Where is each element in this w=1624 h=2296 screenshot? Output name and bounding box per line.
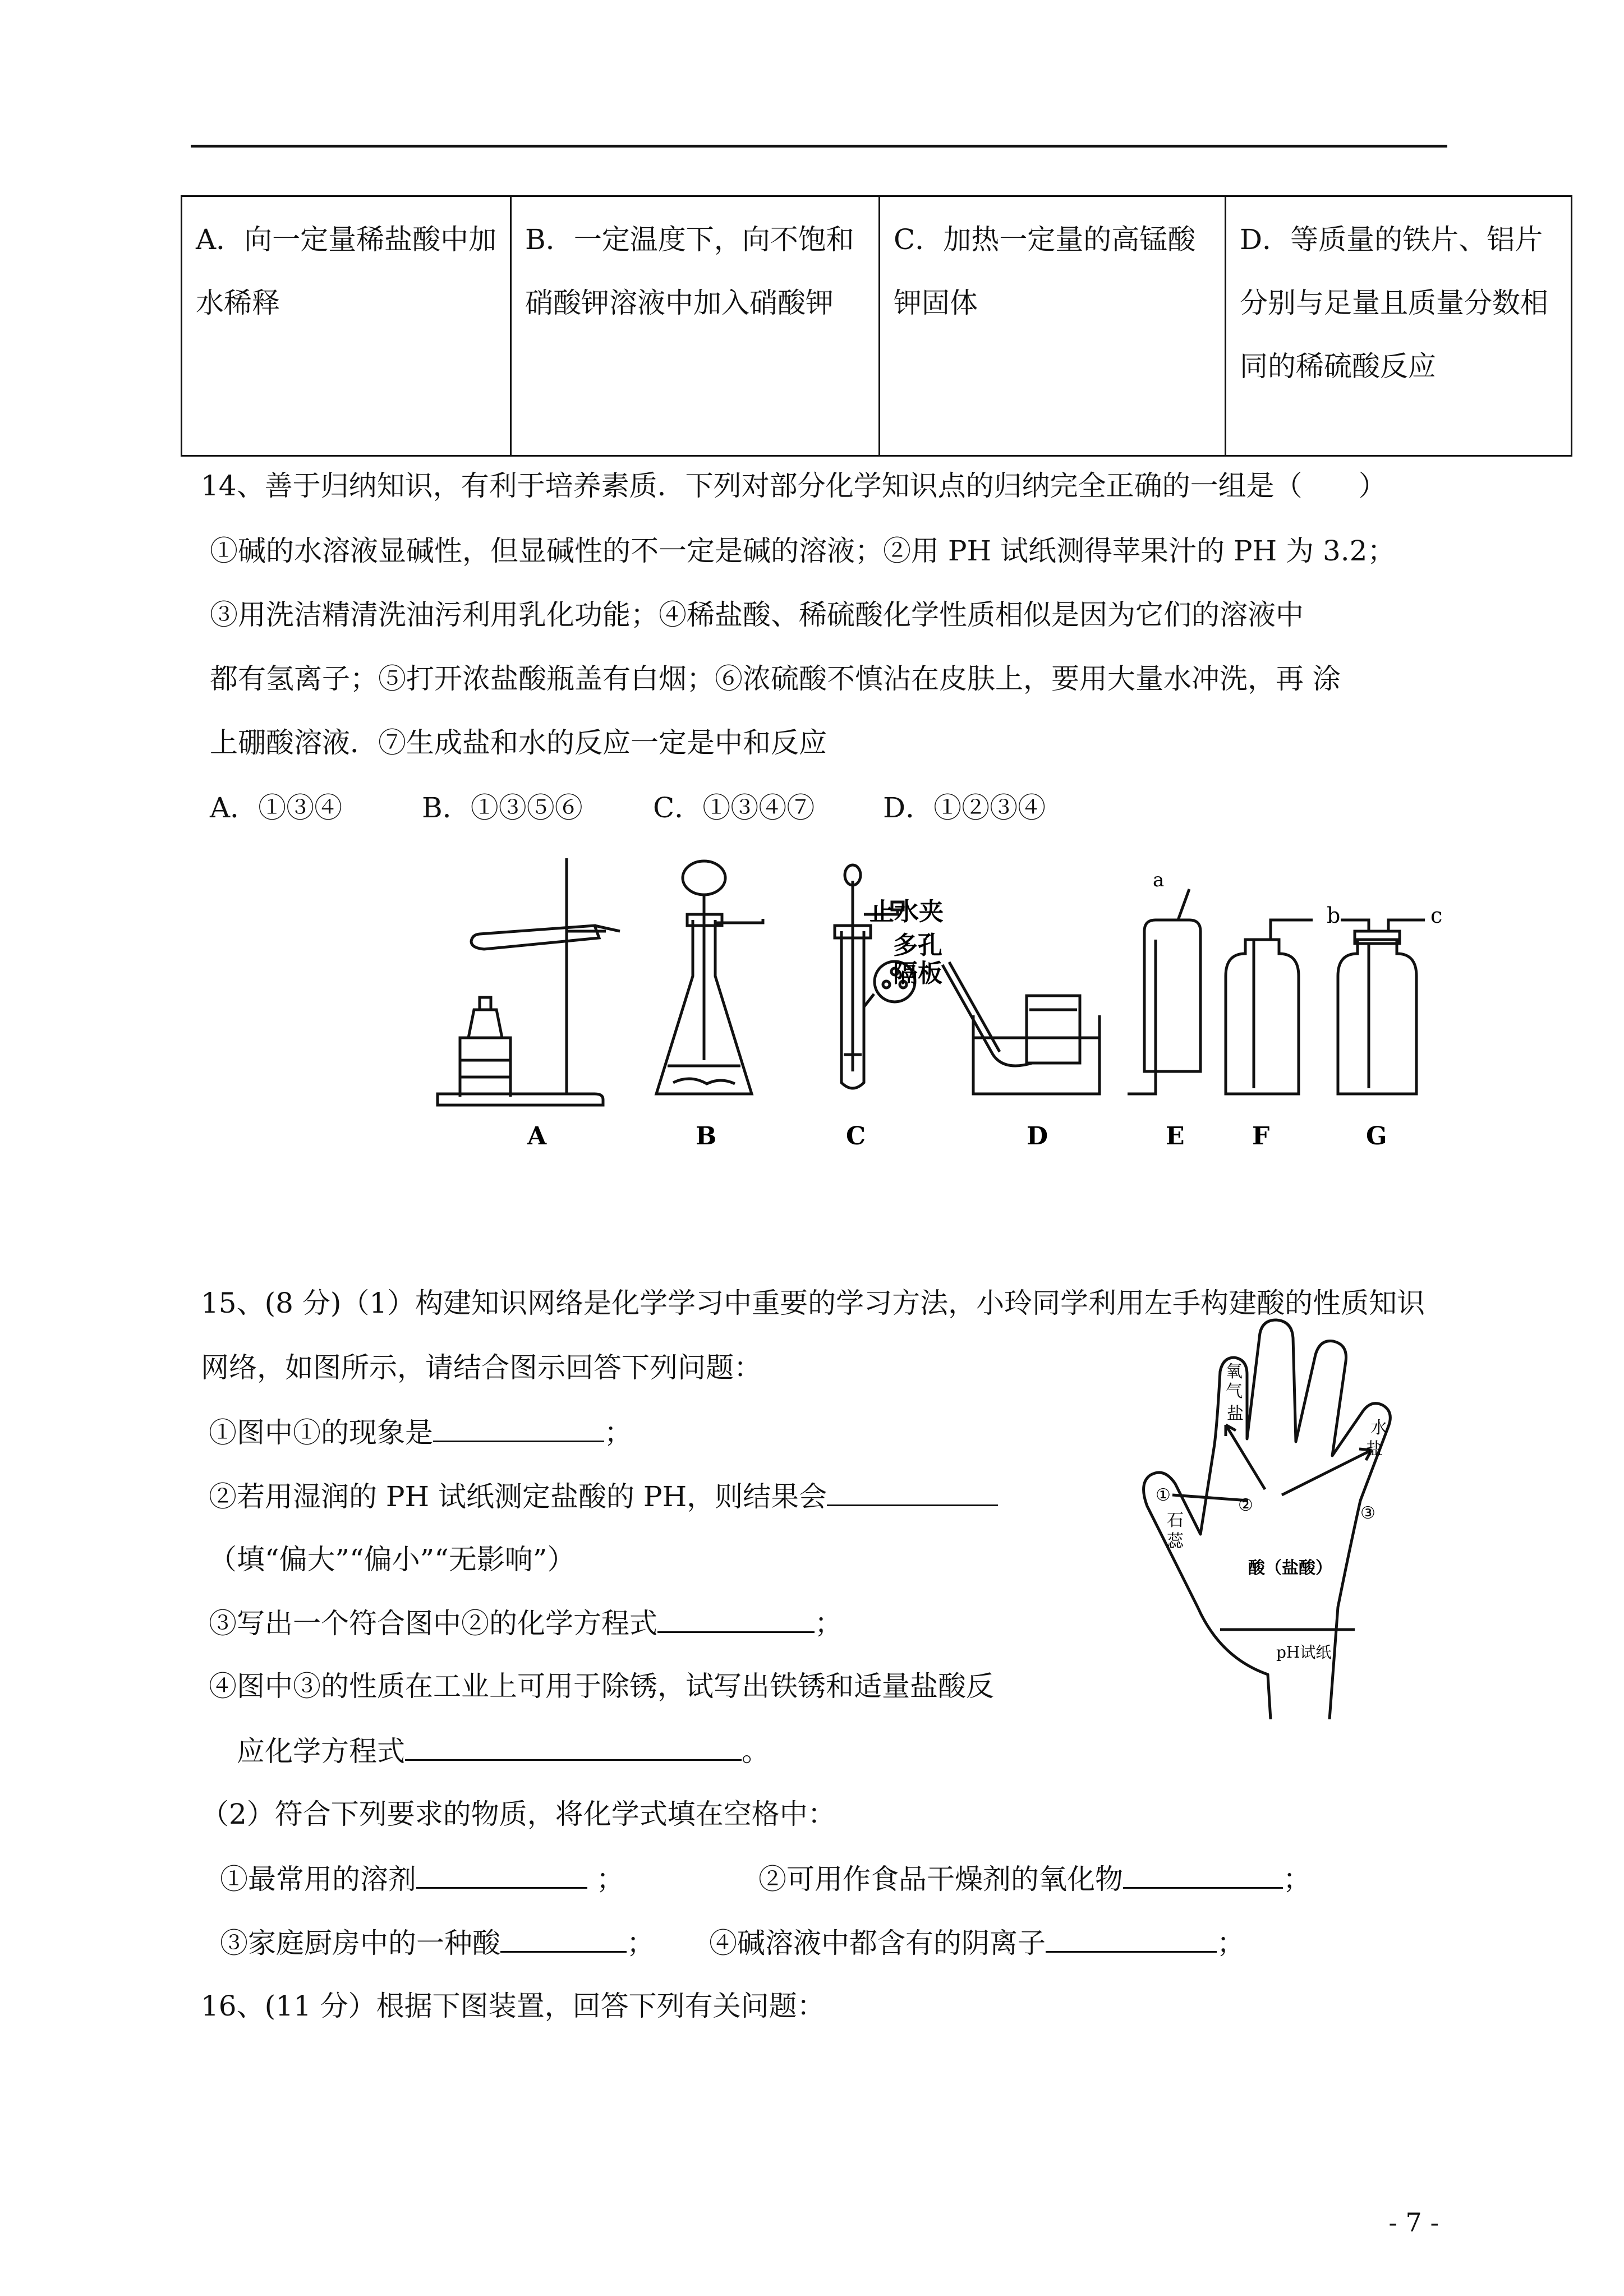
q15-p1-blank[interactable] — [416, 1861, 587, 1889]
port-c-label: c — [1430, 903, 1443, 928]
q15-s1-blank[interactable] — [433, 1415, 604, 1442]
q15-s3 — [209, 1605, 843, 1640]
q14-line4: 上硼酸溶液．⑦生成盐和水的反应一定是中和反应 — [210, 726, 827, 759]
q15-p2 — [758, 1861, 1311, 1896]
q15-s3-text: ③写出一个符合图中②的化学方程式 — [209, 1607, 657, 1640]
q15-stem: 15、(8 分)（1）构建知识网络是化学学习中重要的学习方法，小玲同学利用左手构建酸的性质知识 — [201, 1287, 1425, 1319]
label-g: G — [1366, 1122, 1387, 1151]
apparatus-b — [656, 861, 763, 1094]
port-b-label: b — [1327, 903, 1341, 928]
q15-s1-end: ； — [604, 1416, 632, 1449]
q15-p3-end: ； — [627, 1927, 655, 1959]
q15-p2-end: ； — [1283, 1863, 1311, 1895]
q15-p2-blank[interactable] — [1123, 1861, 1283, 1889]
q15-s3-blank[interactable] — [657, 1605, 815, 1633]
hand-pinky-salt: 盐 — [1366, 1439, 1383, 1459]
q15-stem2: 网络，如图所示，请结合图示回答下列问题： — [201, 1351, 762, 1384]
q14-line3: 都有氢离子；⑤打开浓盐酸瓶盖有白烟；⑥浓硫酸不慎沾在皮肤上，要用大量水冲洗，再 涂 — [210, 662, 1341, 695]
q15-s2-note: （填“偏大”“偏小”“无影响”） — [209, 1543, 576, 1576]
hand-finger-text-1: 氧 — [1226, 1362, 1243, 1382]
label-c: C — [846, 1122, 866, 1151]
apparatus-d — [942, 962, 1099, 1094]
q15-p3-blank[interactable] — [500, 1925, 627, 1953]
q14-choice-b: B．①③⑤⑥ — [422, 792, 583, 824]
apparatus-g — [1338, 920, 1425, 1094]
hand-ph-label: pH试纸 — [1276, 1643, 1332, 1662]
label-e: E — [1166, 1122, 1185, 1151]
q15-s3-end: ； — [815, 1607, 843, 1640]
hand-finger-text-2: 气 — [1226, 1382, 1243, 1401]
q15-p4-text: ④碱溶液中都含有的阴离子 — [709, 1927, 1046, 1959]
q14-line1: ①碱的水溶液显碱性，但显碱性的不一定是碱的溶液；②用 PH 试纸测得苹果汁的 PH 为 3.2； — [210, 535, 1396, 567]
q14-stem: 14、善于归纳知识，有利于培养素质．下列对部分化学知识点的归纳完全正确的一组是（ ） — [201, 470, 1387, 502]
hand-thumb-text-2: 蕊 — [1167, 1531, 1184, 1551]
q15-s4b-text: 应化学方程式 — [237, 1735, 405, 1768]
hand-pinky-text: 水 — [1370, 1418, 1387, 1438]
port-a-label: a — [1153, 869, 1165, 891]
q15-p3 — [220, 1925, 655, 1960]
hand-num3: ③ — [1360, 1503, 1375, 1523]
q15-s1-text: ①图中①的现象是 — [209, 1416, 433, 1449]
option-b: B．一定温度下，向不饱和硝酸钾溶液中加入硝酸钾 — [511, 196, 880, 456]
q15-s4b — [237, 1733, 770, 1768]
q15-part2: （2）符合下列要求的物质，将化学式填在空格中： — [201, 1798, 836, 1830]
label-b: B — [696, 1122, 717, 1151]
q15-s2-blank[interactable] — [827, 1479, 998, 1506]
plate-label-2: 隔板 — [893, 959, 942, 988]
apparatus-e — [1128, 889, 1200, 1094]
q14-line2: ③用洗洁精清洗油污利用乳化功能；④稀盐酸、稀硫酸化学性质相似是因为它们的溶液中 — [210, 599, 1304, 631]
q15-p4-blank[interactable] — [1046, 1925, 1217, 1953]
q15-s4-end: 。 — [742, 1735, 770, 1768]
header-rule — [191, 145, 1447, 148]
q14-choice-d: D．①②③④ — [883, 792, 1046, 824]
q15-s1 — [209, 1415, 632, 1450]
q15-p3-text: ③家庭厨房中的一种酸 — [220, 1927, 500, 1959]
options-table — [181, 195, 1572, 457]
q15-s2 — [209, 1479, 998, 1513]
label-a: A — [527, 1122, 547, 1151]
q15-s2-text: ②若用湿润的 PH 试纸测定盐酸的 PH，则结果会 — [209, 1480, 827, 1513]
page-number: - 7 - — [1388, 2207, 1439, 2238]
hand-thumb-text-1: 石 — [1167, 1511, 1184, 1530]
clamp-label: 止水夹 — [869, 898, 944, 926]
q14-choice-a: A．①③④ — [210, 792, 343, 824]
q15-p4 — [709, 1925, 1245, 1960]
label-f: F — [1252, 1122, 1270, 1151]
hand-diagram — [1136, 1315, 1450, 1719]
hand-acid-label: 酸（盐酸） — [1248, 1558, 1332, 1578]
label-d: D — [1027, 1122, 1048, 1151]
option-c: C．加热一定量的高锰酸钾固体 — [880, 196, 1226, 456]
q15-s4-blank[interactable] — [405, 1733, 742, 1761]
apparatus-a — [438, 858, 620, 1105]
plate-label-1: 多孔 — [893, 931, 942, 960]
apparatus-figure — [426, 847, 1503, 1161]
q14-choice-c: C．①③④⑦ — [653, 792, 815, 824]
q15-s4: ④图中③的性质在工业上可用于除锈，试写出铁锈和适量盐酸反 — [209, 1670, 994, 1703]
option-a: A．向一定量稀盐酸中加水稀释 — [182, 196, 511, 456]
hand-num2: ② — [1238, 1496, 1253, 1515]
hand-thumb-num: ① — [1156, 1485, 1171, 1505]
q15-p2-text: ②可用作食品干燥剂的氧化物 — [758, 1863, 1123, 1895]
option-d: D．等质量的铁片、铝片分别与足量且质量分数相同的稀硫酸反应 — [1226, 196, 1572, 456]
q15-p4-end: ； — [1217, 1927, 1245, 1959]
hand-finger-salt: 盐 — [1227, 1404, 1244, 1424]
apparatus-f — [1226, 920, 1313, 1094]
q15-p1 — [220, 1861, 624, 1896]
q15-p1-end: ； — [596, 1863, 624, 1895]
q16-stem: 16、(11 分）根据下图装置，回答下列有关问题： — [201, 1990, 825, 2022]
q15-p1-text: ①最常用的溶剂 — [220, 1863, 416, 1895]
